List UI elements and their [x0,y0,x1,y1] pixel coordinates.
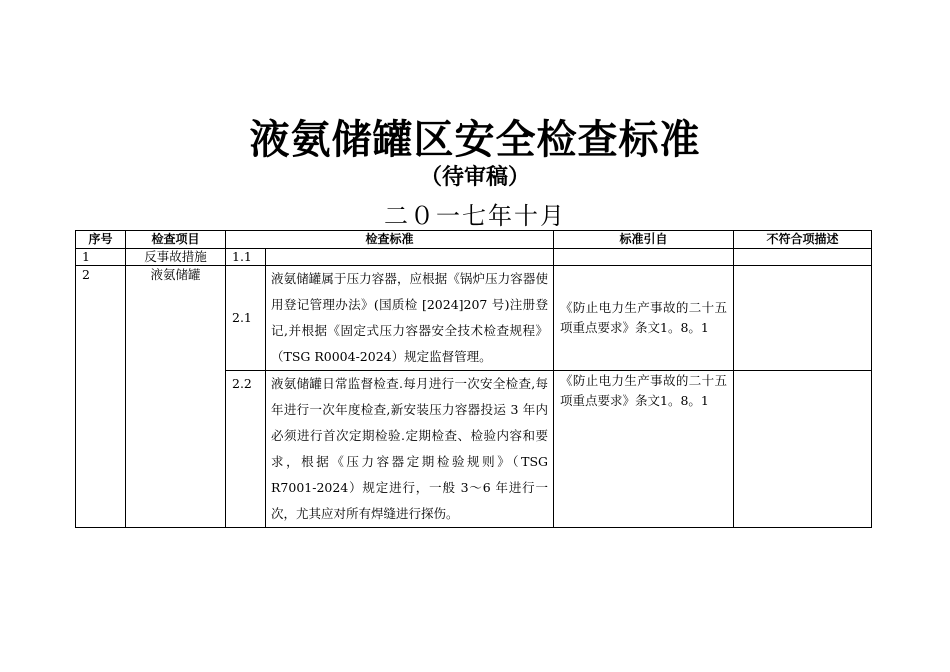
document-date: 二０一七年十月 [384,202,566,230]
row-no: 2 [76,266,126,528]
row-standard: 液氨储罐日常监督检查.每月进行一次安全检查,每年进行一次年度检查,新安装压力容器投运 3 年内必须进行首次定期检验.定期检查、检验内容和要求，根据《压力容器定期检验规则》（TSG R7001-2024）规定进行，一般 3～6 年进行一次，尤其应对所有焊缝进行探伤。 [266,371,554,528]
table-row [76,266,872,371]
document-title: 液氨储罐区安全检查标准 [249,116,701,163]
row-no: 1 [76,249,126,266]
row-nonconform [734,266,872,371]
header-no: 序号 [76,231,126,249]
row-sub-no: 1.1 [226,249,266,266]
header-reference: 标准引自 [554,231,734,249]
header-standard: 检查标准 [226,231,554,249]
row-item: 液氨储罐 [126,266,226,528]
row-standard: 液氨储罐属于压力容器，应根据《锅炉压力容器使用登记管理办法》(国质检 [2024]207 号)注册登记,并根据《固定式压力容器安全技术检查规程》（TSG R0004-2024）规定监督管理。 [266,266,554,371]
table-row [76,249,872,266]
inspection-table [75,230,872,528]
header-nonconform: 不符合项描述 [734,231,872,249]
row-sub-no: 2.1 [226,266,266,371]
document-subtitle: （待审稿） [419,165,530,190]
header-item: 检查项目 [126,231,226,249]
row-standard [266,249,554,266]
table-header-row [76,231,872,249]
row-reference: 《防止电力生产事故的二十五项重点要求》条文1。8。1 [554,371,734,528]
row-nonconform [734,249,872,266]
row-item: 反事故措施 [126,249,226,266]
row-nonconform [734,371,872,528]
row-reference: 《防止电力生产事故的二十五项重点要求》条文1。8。1 [554,266,734,371]
row-sub-no: 2.2 [226,371,266,528]
row-reference [554,249,734,266]
